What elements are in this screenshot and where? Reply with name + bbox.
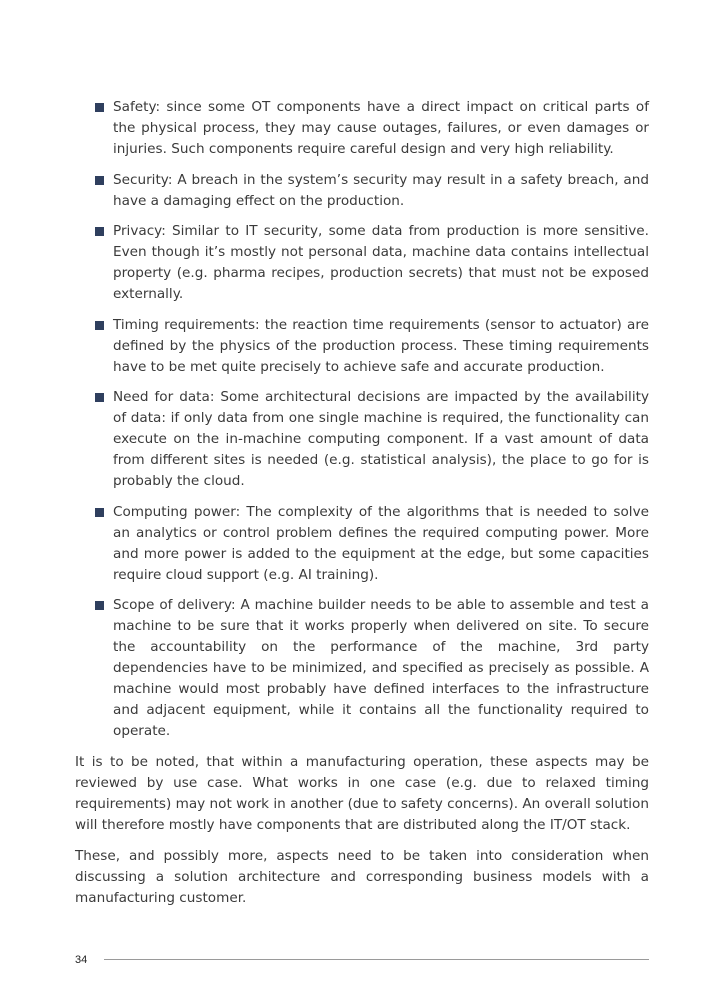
square-bullet-icon bbox=[95, 508, 104, 517]
aspects-bullet-list bbox=[75, 97, 649, 742]
bullet-text: Need for data: Some architectural decisions are impacted by the availability of data: if only data from one single machine is required, the functionality can execute on the in-machine computing component. If a vast amount of data from different sites is needed (e.g. statistical analysis), the place to go for is probably the cloud. bbox=[113, 389, 649, 489]
bullet-text: Security: A breach in the system’s security may result in a safety breach, and have a damaging effect on the production. bbox=[113, 171, 649, 209]
square-bullet-icon bbox=[95, 601, 104, 610]
bullet-text: Timing requirements: the reaction time requirements (sensor to actuator) are defined by the physics of the production process. These timing requirements have to be met quite precisely to achieve safe and accurate production. bbox=[113, 316, 649, 375]
page-footer bbox=[75, 952, 649, 968]
bullet-safety bbox=[75, 97, 649, 160]
footer-divider bbox=[104, 959, 649, 960]
square-bullet-icon bbox=[95, 176, 104, 185]
bullet-need-for-data bbox=[75, 387, 649, 492]
bullet-text: Privacy: Similar to IT security, some data from production is more sensitive. Even though it’s mostly not personal data, machine data contains intellectual property (e.g. pharma recipes, production secrets) that must not be exposed externally. bbox=[113, 223, 649, 302]
bullet-text: Computing power: The complexity of the algorithms that is needed to solve an analytics or control problem defines the required computing power. More and more power is added to the equipment at the edge, but some capacities require cloud support (e.g. AI training). bbox=[113, 503, 649, 583]
square-bullet-icon bbox=[95, 227, 104, 236]
bullet-timing-requirements bbox=[75, 315, 649, 378]
paragraph-noted: It is to be noted, that within a manufacturing operation, these aspects may be reviewed by use case. What works in one case (e.g. due to relaxed timing requirements) may not work in another (due to safety concerns). An overall solution will therefore mostly have components that are distributed along the IT/OT stack. bbox=[75, 753, 649, 833]
page-number: 34 bbox=[75, 954, 88, 966]
bullet-computing-power bbox=[75, 502, 649, 586]
square-bullet-icon bbox=[95, 103, 104, 112]
bullet-text: Safety: since some OT components have a direct impact on critical parts of the physical process, they may cause outages, failures, or even damages or injuries. Such components require careful design and very high reliability. bbox=[113, 99, 649, 157]
square-bullet-icon bbox=[95, 321, 104, 330]
bullet-text: Scope of delivery: A machine builder needs to be able to assemble and test a machine to be sure that it works properly when delivered on site. To secure the accountability on the performance of the machine, 3rd party dependencies have to be minimized, and specified as precisely as possible. A machine would most probably have defined interfaces to the infrastructure and adjacent equipment, while it contains all the functionality required to operate. bbox=[113, 597, 649, 739]
bullet-scope-of-delivery bbox=[75, 595, 649, 742]
page-content bbox=[75, 97, 649, 919]
bullet-security bbox=[75, 170, 649, 212]
paragraph-considerations: These, and possibly more, aspects need to be taken into consideration when discussing a solution architecture and corresponding business models with a manufacturing customer. bbox=[75, 847, 649, 906]
square-bullet-icon bbox=[95, 393, 104, 402]
bullet-privacy bbox=[75, 221, 649, 305]
